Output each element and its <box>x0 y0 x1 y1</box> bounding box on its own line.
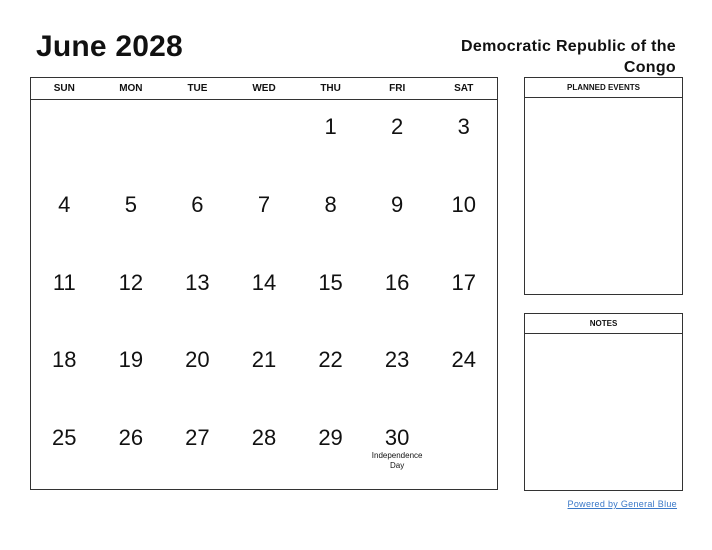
day-number: 19 <box>118 347 144 373</box>
day-number: 28 <box>251 425 277 451</box>
day-number: 1 <box>324 114 337 139</box>
day-cell <box>31 333 98 411</box>
day-cell <box>164 100 231 178</box>
day-cell <box>430 100 497 178</box>
day-cell <box>297 411 364 489</box>
day-cell <box>364 256 431 334</box>
day-grid <box>31 100 497 489</box>
day-number: 14 <box>251 269 277 295</box>
day-number: 22 <box>318 347 343 373</box>
day-cell <box>297 333 364 411</box>
day-number: 6 <box>191 191 204 217</box>
day-cell <box>98 178 165 256</box>
notes-heading: NOTES <box>525 314 682 334</box>
day-number: 17 <box>451 269 476 295</box>
day-cell <box>430 256 497 334</box>
day-number: 27 <box>185 425 210 451</box>
day-cell <box>231 100 298 178</box>
day-cell <box>98 100 165 178</box>
holiday-label: Independence Day <box>371 451 423 471</box>
day-cell <box>31 256 98 334</box>
day-cell <box>231 256 298 334</box>
day-number: 5 <box>124 191 137 217</box>
day-cell <box>31 178 98 256</box>
day-cell <box>98 256 165 334</box>
day-number: 11 <box>52 269 76 295</box>
day-number: 2 <box>391 114 404 139</box>
day-cell <box>364 411 431 489</box>
weekday-header: THU <box>320 83 341 94</box>
day-number: 30 <box>384 425 410 451</box>
day-cell <box>297 100 364 178</box>
day-cell <box>98 333 165 411</box>
day-cell <box>31 411 98 489</box>
day-number: 10 <box>451 191 476 217</box>
weekday-header-row <box>31 78 497 100</box>
planned-events-heading: PLANNED EVENTS <box>525 78 682 98</box>
day-cell <box>364 178 431 256</box>
day-cell <box>164 256 231 334</box>
day-cell <box>231 411 298 489</box>
weekday-header: WED <box>252 83 276 94</box>
day-number: 13 <box>185 269 210 295</box>
day-number: 29 <box>318 425 343 451</box>
country-name: Democratic Republic of the Congo <box>461 38 676 76</box>
day-cell <box>164 333 231 411</box>
day-number: 24 <box>451 347 476 373</box>
day-cell <box>31 100 98 178</box>
day-number: 3 <box>457 114 470 139</box>
weekday-header: SAT <box>454 83 474 94</box>
day-cell <box>231 178 298 256</box>
day-number: 20 <box>185 347 210 373</box>
planned-events-panel <box>524 77 683 295</box>
day-cell <box>430 333 497 411</box>
day-cell <box>430 178 497 256</box>
day-number: 4 <box>58 191 71 217</box>
day-number: 12 <box>118 269 144 295</box>
day-cell <box>297 256 364 334</box>
day-cell <box>430 411 497 489</box>
day-cell <box>297 178 364 256</box>
weekday-header: MON <box>119 83 143 94</box>
day-number: 26 <box>118 425 144 451</box>
day-cell <box>164 411 231 489</box>
day-number: 18 <box>52 347 77 373</box>
weekday-header: SUN <box>53 83 75 94</box>
day-number: 15 <box>318 269 343 295</box>
day-number: 9 <box>391 191 404 217</box>
calendar-grid <box>30 77 498 490</box>
page-title: June 2028 <box>36 30 183 63</box>
powered-by-link[interactable]: Powered by General Blue <box>567 499 677 509</box>
weekday-header: FRI <box>389 83 406 94</box>
day-number: 25 <box>52 425 77 451</box>
day-cell <box>98 411 165 489</box>
notes-panel <box>524 313 683 491</box>
day-cell <box>364 333 431 411</box>
weekday-header: TUE <box>187 83 208 94</box>
day-cell <box>364 100 431 178</box>
day-number: 7 <box>257 191 271 217</box>
day-cell <box>231 333 298 411</box>
day-number: 8 <box>324 191 337 217</box>
day-number: 16 <box>384 269 410 295</box>
day-number: 21 <box>251 347 277 373</box>
day-cell <box>164 178 231 256</box>
day-number: 23 <box>384 347 410 373</box>
